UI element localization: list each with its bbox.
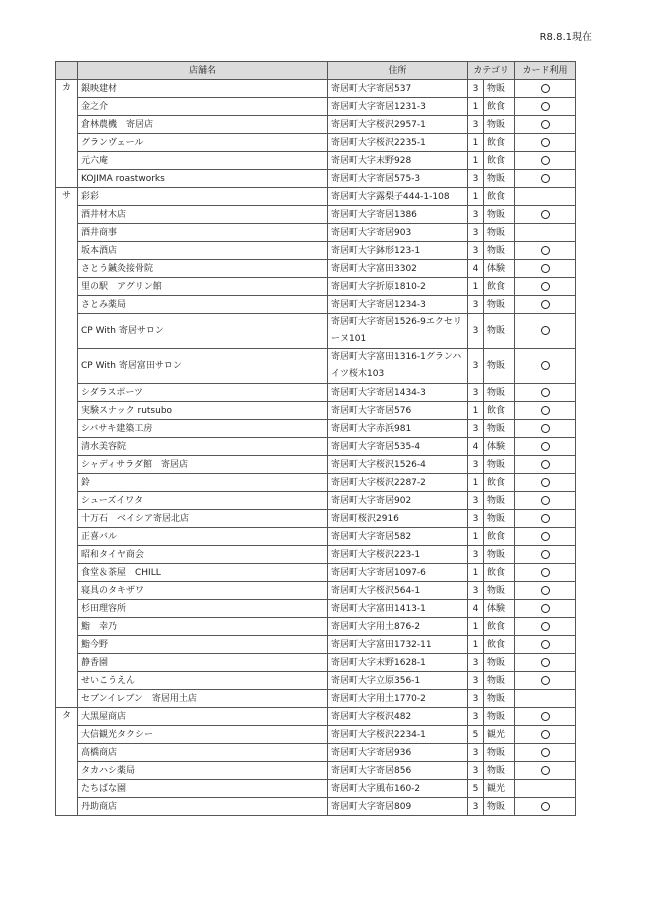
card-accepted-circle-icon [541, 406, 550, 415]
store-name: シダラスポーツ [78, 384, 328, 402]
table-row [56, 98, 576, 116]
card-accepted-circle-icon [541, 460, 550, 469]
category-number: 1 [468, 134, 484, 152]
card-usage [515, 762, 576, 780]
category-name: 飲食 [484, 636, 515, 654]
card-usage [515, 636, 576, 654]
header-store: 店舗名 [78, 62, 328, 80]
store-name: たちばな園 [78, 780, 328, 798]
card-accepted-circle-icon [541, 604, 550, 613]
store-name: 里の駅 アグリン館 [78, 278, 328, 296]
table-row [56, 456, 576, 474]
table-row [56, 170, 576, 188]
table-row [56, 510, 576, 528]
card-usage [515, 98, 576, 116]
category-number: 3 [468, 798, 484, 816]
category-number: 3 [468, 80, 484, 98]
card-usage [515, 582, 576, 600]
store-address: 寄居町大字富田1732-11 [328, 636, 468, 654]
store-address: 寄居町大字寄居1234-3 [328, 296, 468, 314]
card-accepted-circle-icon [541, 442, 550, 451]
category-number: 3 [468, 206, 484, 224]
store-address: 寄居町大字富田1413-1 [328, 600, 468, 618]
card-accepted-circle-icon [541, 300, 550, 309]
table-row [56, 296, 576, 314]
category-name: 物販 [484, 314, 515, 349]
category-name: 飲食 [484, 564, 515, 582]
card-accepted-circle-icon [541, 568, 550, 577]
card-usage [515, 188, 576, 206]
category-name: 物販 [484, 206, 515, 224]
table-row [56, 672, 576, 690]
category-number: 3 [468, 242, 484, 260]
card-usage [515, 654, 576, 672]
store-name: 酒井材木店 [78, 206, 328, 224]
card-usage [515, 744, 576, 762]
category-name: 物販 [484, 672, 515, 690]
table-row [56, 618, 576, 636]
store-address: 寄居町大字鉢形123-1 [328, 242, 468, 260]
table-body [56, 80, 576, 816]
category-name: 物販 [484, 744, 515, 762]
store-address: 寄居町大字寄居575-3 [328, 170, 468, 188]
category-number: 1 [468, 474, 484, 492]
card-accepted-circle-icon [541, 640, 550, 649]
table-row [56, 134, 576, 152]
category-number: 3 [468, 762, 484, 780]
card-usage [515, 618, 576, 636]
category-number: 3 [468, 690, 484, 708]
category-name: 飲食 [484, 134, 515, 152]
header-card: カード利用 [515, 62, 576, 80]
category-number: 3 [468, 654, 484, 672]
category-number: 3 [468, 296, 484, 314]
category-number: 3 [468, 708, 484, 726]
card-usage [515, 726, 576, 744]
category-number: 1 [468, 188, 484, 206]
store-name: 鮨今野 [78, 636, 328, 654]
store-address: 寄居町大字寄居936 [328, 744, 468, 762]
store-address: 寄居町大字寄居582 [328, 528, 468, 546]
table-row [56, 420, 576, 438]
card-accepted-circle-icon [541, 766, 550, 775]
store-name: 高橋商店 [78, 744, 328, 762]
table-row [56, 708, 576, 726]
table-row [56, 438, 576, 456]
store-address: 寄居町大字末野1628-1 [328, 654, 468, 672]
card-accepted-circle-icon [541, 802, 550, 811]
card-accepted-circle-icon [541, 478, 550, 487]
category-number: 3 [468, 420, 484, 438]
card-accepted-circle-icon [541, 496, 550, 505]
category-number: 4 [468, 600, 484, 618]
header-row [56, 62, 576, 80]
store-address: 寄居町大字寄居537 [328, 80, 468, 98]
category-number: 1 [468, 278, 484, 296]
store-name: 金之介 [78, 98, 328, 116]
card-usage [515, 242, 576, 260]
store-address: 寄居町大字末野928 [328, 152, 468, 170]
category-number: 1 [468, 98, 484, 116]
card-accepted-circle-icon [541, 84, 550, 93]
category-name: 物販 [484, 116, 515, 134]
store-name: せいこうえん [78, 672, 328, 690]
store-name: 酒井商事 [78, 224, 328, 242]
card-accepted-circle-icon [541, 138, 550, 147]
kana-group-label: カ [56, 80, 78, 188]
card-usage [515, 134, 576, 152]
store-name: 大信観光タクシー [78, 726, 328, 744]
category-name: 飲食 [484, 402, 515, 420]
category-name: 物販 [484, 170, 515, 188]
store-address: 寄居町大字富田3302 [328, 260, 468, 278]
table-row [56, 278, 576, 296]
card-accepted-circle-icon [541, 550, 550, 559]
card-accepted-circle-icon [541, 174, 550, 183]
card-accepted-circle-icon [541, 282, 550, 291]
card-usage [515, 708, 576, 726]
category-name: 物販 [484, 492, 515, 510]
kana-group-label: タ [56, 708, 78, 816]
store-name: タカハシ薬局 [78, 762, 328, 780]
category-number: 1 [468, 402, 484, 420]
card-usage [515, 80, 576, 98]
table-row [56, 546, 576, 564]
category-name: 物販 [484, 762, 515, 780]
category-number: 1 [468, 528, 484, 546]
table-row [56, 798, 576, 816]
category-number: 3 [468, 744, 484, 762]
table-row [56, 654, 576, 672]
category-name: 飲食 [484, 278, 515, 296]
category-name: 物販 [484, 224, 515, 242]
card-accepted-circle-icon [541, 264, 550, 273]
card-accepted-circle-icon [541, 676, 550, 685]
store-name: 寝具のタキザワ [78, 582, 328, 600]
store-address: 寄居町大字桜沢482 [328, 708, 468, 726]
card-accepted-circle-icon [541, 658, 550, 667]
card-usage [515, 600, 576, 618]
card-accepted-circle-icon [541, 730, 550, 739]
store-name: 杉田理容所 [78, 600, 328, 618]
category-number: 1 [468, 152, 484, 170]
card-usage [515, 492, 576, 510]
store-name: 鮨 幸乃 [78, 618, 328, 636]
store-name: 鈴 [78, 474, 328, 492]
store-address: 寄居町大字寄居576 [328, 402, 468, 420]
card-usage [515, 278, 576, 296]
card-usage [515, 798, 576, 816]
store-address: 寄居町大字立原356-1 [328, 672, 468, 690]
table-row [56, 402, 576, 420]
category-name: 飲食 [484, 618, 515, 636]
table-row [56, 600, 576, 618]
card-usage [515, 349, 576, 384]
card-usage [515, 672, 576, 690]
card-usage [515, 384, 576, 402]
store-name: CP With 寄居サロン [78, 314, 328, 349]
table-row [56, 762, 576, 780]
store-name: 食堂＆茶屋 CHILL [78, 564, 328, 582]
header-kana [56, 62, 78, 80]
card-accepted-circle-icon [541, 102, 550, 111]
category-number: 3 [468, 384, 484, 402]
store-name: 元六庵 [78, 152, 328, 170]
store-address: 寄居町大字折原1810-2 [328, 278, 468, 296]
category-name: 物販 [484, 242, 515, 260]
store-name: 大黒屋商店 [78, 708, 328, 726]
category-name: 物販 [484, 296, 515, 314]
store-name: 静香園 [78, 654, 328, 672]
card-usage [515, 528, 576, 546]
category-number: 3 [468, 224, 484, 242]
store-address: 寄居町大字寄居535-4 [328, 438, 468, 456]
category-name: 物販 [484, 349, 515, 384]
store-address: 寄居町大字寄居902 [328, 492, 468, 510]
store-name: 坂本酒店 [78, 242, 328, 260]
store-address: 寄居町大字寄居1434-3 [328, 384, 468, 402]
category-name: 飲食 [484, 98, 515, 116]
category-name: 観光 [484, 780, 515, 798]
store-address: 寄居町大字富田1316-1グランハイツ桜木103 [328, 349, 468, 384]
store-name: 実験スナック rutsubo [78, 402, 328, 420]
category-number: 3 [468, 170, 484, 188]
table-row [56, 582, 576, 600]
table-row [56, 80, 576, 98]
store-name: 銀映建材 [78, 80, 328, 98]
category-name: 体験 [484, 438, 515, 456]
card-usage [515, 474, 576, 492]
card-accepted-circle-icon [541, 586, 550, 595]
category-name: 体験 [484, 600, 515, 618]
card-usage [515, 170, 576, 188]
store-address: 寄居町大字桜沢564-1 [328, 582, 468, 600]
category-name: 体験 [484, 260, 515, 278]
card-usage [515, 402, 576, 420]
store-name: さとう鍼灸接骨院 [78, 260, 328, 278]
as-of-date: R8.8.1現在 [539, 32, 592, 43]
category-number: 3 [468, 349, 484, 384]
table-row [56, 726, 576, 744]
store-address: 寄居町大字寄居903 [328, 224, 468, 242]
card-accepted-circle-icon [541, 514, 550, 523]
category-name: 物販 [484, 510, 515, 528]
table-row [56, 528, 576, 546]
category-name: 物販 [484, 582, 515, 600]
category-name: 飲食 [484, 528, 515, 546]
header-address: 住所 [328, 62, 468, 80]
category-name: 物販 [484, 420, 515, 438]
card-accepted-circle-icon [541, 748, 550, 757]
store-name: 清水美容院 [78, 438, 328, 456]
store-address: 寄居町大字寄居1526-9エクセリーヌ101 [328, 314, 468, 349]
store-name: CP With 寄居富田サロン [78, 349, 328, 384]
table-row [56, 780, 576, 798]
card-usage [515, 152, 576, 170]
card-usage [515, 206, 576, 224]
card-usage [515, 116, 576, 134]
card-usage [515, 780, 576, 798]
category-name: 物販 [484, 798, 515, 816]
category-name: 物販 [484, 384, 515, 402]
card-usage [515, 420, 576, 438]
store-name: 倉林農機 寄居店 [78, 116, 328, 134]
store-name: シャディサラダ館 寄居店 [78, 456, 328, 474]
store-address: 寄居町大字風布160-2 [328, 780, 468, 798]
category-number: 3 [468, 116, 484, 134]
table-row [56, 314, 576, 349]
card-accepted-circle-icon [541, 424, 550, 433]
store-address: 寄居町大字寄居1386 [328, 206, 468, 224]
card-usage [515, 510, 576, 528]
card-usage [515, 564, 576, 582]
table-row [56, 474, 576, 492]
header-category: カテゴリ [468, 62, 515, 80]
category-number: 3 [468, 510, 484, 528]
category-name: 物販 [484, 80, 515, 98]
card-usage [515, 296, 576, 314]
category-name: 物販 [484, 690, 515, 708]
card-accepted-circle-icon [541, 326, 550, 335]
store-name: さとみ薬局 [78, 296, 328, 314]
table-row [56, 152, 576, 170]
table-row [56, 242, 576, 260]
store-address: 寄居町大字寄居1097-6 [328, 564, 468, 582]
store-name: グランヴェール [78, 134, 328, 152]
store-name: KOJIMA roastworks [78, 170, 328, 188]
store-name: セブンイレブン 寄居用土店 [78, 690, 328, 708]
category-name: 観光 [484, 726, 515, 744]
store-name: 十万石 ベイシア寄居北店 [78, 510, 328, 528]
store-address: 寄居町大字用土876-2 [328, 618, 468, 636]
card-accepted-circle-icon [541, 120, 550, 129]
store-address: 寄居町大字桜沢2234-1 [328, 726, 468, 744]
card-accepted-circle-icon [541, 712, 550, 721]
table-row [56, 260, 576, 278]
category-number: 3 [468, 456, 484, 474]
store-address: 寄居町大字桜沢2287-2 [328, 474, 468, 492]
table-row [56, 492, 576, 510]
store-address: 寄居町大字露梨子444-1-108 [328, 188, 468, 206]
table-row [56, 690, 576, 708]
card-accepted-circle-icon [541, 361, 550, 370]
table-row [56, 564, 576, 582]
store-address: 寄居町大字桜沢2235-1 [328, 134, 468, 152]
store-address: 寄居町大字赤浜981 [328, 420, 468, 438]
category-name: 物販 [484, 546, 515, 564]
category-number: 3 [468, 492, 484, 510]
store-address: 寄居町大字寄居809 [328, 798, 468, 816]
store-address: 寄居町大字寄居1231-3 [328, 98, 468, 116]
card-accepted-circle-icon [541, 388, 550, 397]
card-usage [515, 260, 576, 278]
store-name: 昭和タイヤ商会 [78, 546, 328, 564]
category-name: 飲食 [484, 188, 515, 206]
card-usage [515, 690, 576, 708]
category-number: 4 [468, 438, 484, 456]
table-row [56, 384, 576, 402]
category-number: 5 [468, 780, 484, 798]
card-usage [515, 546, 576, 564]
category-name: 物販 [484, 654, 515, 672]
table-row [56, 224, 576, 242]
store-address: 寄居町大字用土1770-2 [328, 690, 468, 708]
store-name: シューズイワタ [78, 492, 328, 510]
category-number: 5 [468, 726, 484, 744]
table-row [56, 206, 576, 224]
table-row [56, 116, 576, 134]
category-number: 1 [468, 618, 484, 636]
store-name: 丹助商店 [78, 798, 328, 816]
store-address: 寄居町大字桜沢2957-1 [328, 116, 468, 134]
card-accepted-circle-icon [541, 246, 550, 255]
card-usage [515, 438, 576, 456]
store-table [55, 61, 576, 816]
category-number: 1 [468, 636, 484, 654]
table-row [56, 636, 576, 654]
category-name: 飲食 [484, 474, 515, 492]
table-row [56, 349, 576, 384]
card-accepted-circle-icon [541, 210, 550, 219]
table-row [56, 744, 576, 762]
table-row [56, 188, 576, 206]
category-number: 3 [468, 314, 484, 349]
card-accepted-circle-icon [541, 622, 550, 631]
card-accepted-circle-icon [541, 532, 550, 541]
card-accepted-circle-icon [541, 156, 550, 165]
store-address: 寄居町桜沢2916 [328, 510, 468, 528]
category-name: 物販 [484, 708, 515, 726]
category-number: 3 [468, 582, 484, 600]
card-usage [515, 314, 576, 349]
store-address: 寄居町大字桜沢223-1 [328, 546, 468, 564]
category-number: 3 [468, 546, 484, 564]
store-address: 寄居町大字桜沢1526-4 [328, 456, 468, 474]
card-usage [515, 224, 576, 242]
category-number: 3 [468, 672, 484, 690]
store-name: 彩彩 [78, 188, 328, 206]
category-name: 飲食 [484, 152, 515, 170]
store-name: 正喜バル [78, 528, 328, 546]
category-name: 物販 [484, 456, 515, 474]
store-name: シバサキ建築工房 [78, 420, 328, 438]
category-number: 4 [468, 260, 484, 278]
store-address: 寄居町大字寄居856 [328, 762, 468, 780]
category-number: 1 [468, 564, 484, 582]
kana-group-label: サ [56, 188, 78, 708]
card-usage [515, 456, 576, 474]
